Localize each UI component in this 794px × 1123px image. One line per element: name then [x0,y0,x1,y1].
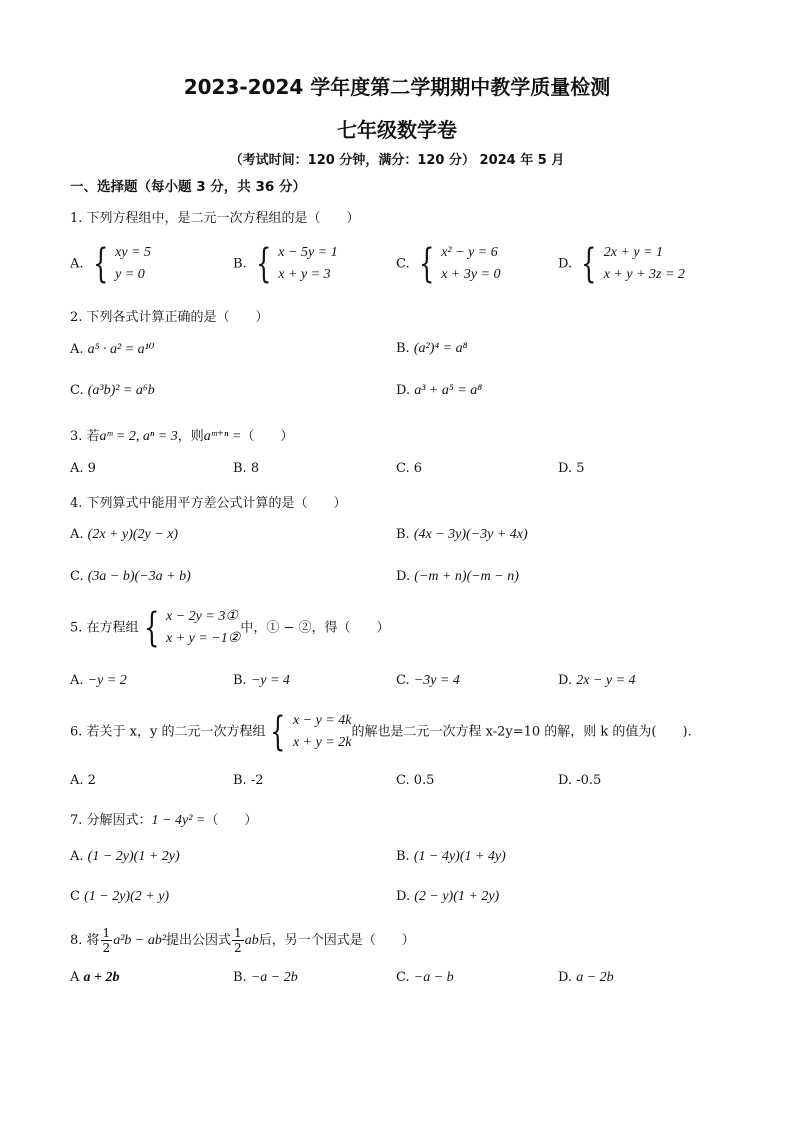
q8-option-c [396,970,454,986]
stem-text: （ ） [205,813,258,828]
q7-option-c [70,889,169,905]
option-text: −a − 2b [250,970,298,985]
option-label: C. [396,461,410,476]
q7-option-a [70,849,180,865]
q1-option-c [396,242,501,286]
option-label: D. [558,970,573,985]
q5-option-d [558,673,636,689]
option-text: 9 [87,461,96,476]
fraction-numerator: 1 [234,926,242,940]
option-text: 8 [250,461,260,476]
question-3-stem [70,425,293,445]
system-line: x + 3y = 0 [441,267,501,282]
brace-icon: { [418,241,435,287]
exam-info: （考试时间：120 分钟，满分：120 分） 2024 年 5 月 [229,153,565,168]
option-label: A. [70,461,84,476]
stem-text: （ ） [241,429,294,444]
option-label: A. [70,342,84,357]
option-text: a − 2b [576,970,614,985]
option-label: C. [396,256,410,272]
q2-option-b [396,341,468,357]
option-label: B. [396,527,410,542]
q6-option-a [70,773,96,788]
system-line: x − 5y = 1 [278,245,338,260]
q1-option-b [233,242,338,286]
option-text: a⁵ · a² = a¹⁰ [87,342,155,357]
option-text: 6 [413,461,423,476]
brace-icon: { [92,241,109,287]
option-label: A. [70,256,84,272]
option-label: D. [558,461,573,476]
q1-option-a [70,242,151,286]
option-label: A. [70,773,84,788]
option-label: C. [396,673,410,688]
option-text: 0.5 [413,773,435,788]
option-text: -0.5 [576,773,602,788]
q4-option-d [396,569,519,585]
brace-icon: { [581,241,597,287]
system-line: x + y = 3 [278,267,331,282]
option-text: -2 [250,773,264,788]
option-text: −y = 2 [87,673,127,688]
question-7-stem [70,809,257,829]
option-text: 2 [87,773,96,788]
q6-option-b [233,773,264,788]
option-label: C [70,889,80,904]
q4-option-c [70,569,191,585]
question-1-stem: 1. 下列方程组中，是二元一次方程组的是（ ） [70,211,360,226]
q8-option-a [70,970,120,986]
option-text: (1 − 4y)(1 + 4y) [413,849,506,864]
option-label: C. [70,569,84,584]
exam-title: 2023-2024 学年度第二学期期中教学质量检测 [183,75,611,99]
option-label: A. [70,527,84,542]
stem-text: 7. 分解因式： [70,813,152,828]
q6-option-c [396,773,434,788]
fraction-denominator: 2 [234,941,242,955]
q2-option-a [70,341,155,358]
system-line: x − 2y = 3① [166,609,238,624]
q3-option-b [233,461,259,476]
stem-text: 5. 在方程组 [70,620,139,636]
option-label: B. [233,773,247,788]
option-text: −a − b [413,970,454,985]
stem-math: a²b − ab² [113,933,167,948]
option-label: A. [70,849,84,864]
option-label: A. [70,673,84,688]
brace-icon: { [255,241,272,287]
exam-subtitle: 七年级数学卷 [337,118,457,142]
option-text: (−m + n)(−m − n) [414,569,519,584]
option-text: −y = 4 [250,673,290,688]
option-text: (a³b)² = a⁶b [87,383,155,398]
stem-text: 提出公因式 [166,933,232,948]
stem-text: ，则 [177,429,204,444]
option-label: B. [233,256,247,272]
q3-option-d [558,461,585,476]
option-label: C. [70,383,84,398]
q4-option-b [396,527,528,543]
q5-option-b [233,673,290,689]
option-label: B. [233,970,247,985]
option-text: 5 [576,461,585,476]
option-label: D. [396,889,411,904]
system-line: x − y = 4k [292,713,352,728]
option-label: B. [396,849,410,864]
system-line: x² − y = 6 [441,245,498,260]
stem-text: 后，另一个因式是（ ） [258,933,415,948]
option-label: C. [396,773,410,788]
q2-option-c [70,383,155,399]
option-text: (1 − 2y)(1 + 2y) [87,849,180,864]
option-label: B. [396,341,410,356]
brace-icon: { [270,709,286,755]
stem-math: aᵐ = 2, aⁿ = 3 [99,429,178,444]
q5-option-a [70,673,127,689]
stem-math: ab [244,933,259,948]
stem-text: 6. 若关于 x，y 的二元一次方程组 [70,724,266,740]
option-text: (3a − b)(−3a + b) [87,569,191,584]
system-line: x + y + 3z = 2 [603,267,685,282]
option-label: B. [233,673,247,688]
option-label: B. [233,461,247,476]
option-label: C. [396,970,410,985]
option-text: −3y = 4 [413,673,460,688]
stem-text: 3. 若 [70,429,100,444]
option-text: a³ + a⁵ = a⁸ [414,383,483,398]
question-2-stem: 2. 下列各式计算正确的是（ ） [70,310,269,325]
question-4-stem: 4. 下列算式中能用平方差公式计算的是（ ） [70,496,347,511]
option-label: D. [396,569,411,584]
q6-option-d [558,773,601,788]
option-text: 2x − y = 4 [576,673,636,688]
fraction-denominator: 2 [102,941,111,955]
option-text: a + 2b [83,970,120,985]
fraction [101,926,113,955]
brace-icon: { [143,605,159,651]
q2-option-d [396,383,482,399]
system-line: y = 0 [115,267,145,282]
system-line: 2x + y = 1 [603,245,664,260]
option-label: D. [558,773,573,788]
option-text: (2 − y)(1 + 2y) [414,889,500,904]
question-8-stem [70,926,415,955]
option-text: (a²)⁴ = a⁸ [413,341,468,356]
q1-option-d [558,242,685,286]
stem-math: aᵐ⁺ⁿ = [203,429,242,444]
q3-option-c [396,461,422,476]
system-line: x + y = 2k [292,735,352,750]
stem-text: 中，① − ②，得（ ） [240,620,390,636]
system-line: xy = 5 [115,245,151,260]
q5-option-c [396,673,460,689]
option-label: D. [558,256,573,272]
question-6-stem [70,710,692,754]
q8-option-b [233,970,298,986]
option-label: D. [396,383,411,398]
option-text: (1 − 2y)(2 + y) [84,889,170,904]
stem-text: 8. 将 [70,933,100,948]
system-line: x + y = −1② [166,631,241,646]
q7-option-d [396,889,499,905]
option-label: D. [558,673,573,688]
option-text: (2x + y)(2y − x) [87,527,179,542]
fraction [232,926,244,955]
stem-text: 的解也是二元一次方程 x-2y=10 的解，则 k 的值为( ). [351,724,692,740]
section-heading: 一、选择题（每小题 3 分，共 36 分） [70,179,306,195]
q7-option-b [396,849,506,865]
option-text: (4x − 3y)(−3y + 4x) [413,527,528,542]
q8-option-d [558,970,614,986]
fraction-numerator: 1 [102,926,111,940]
question-5-stem [70,606,390,650]
stem-math: 1 − 4y² = [151,813,206,828]
q3-option-a [70,461,96,476]
q4-option-a [70,527,178,543]
option-label: A [70,970,80,985]
